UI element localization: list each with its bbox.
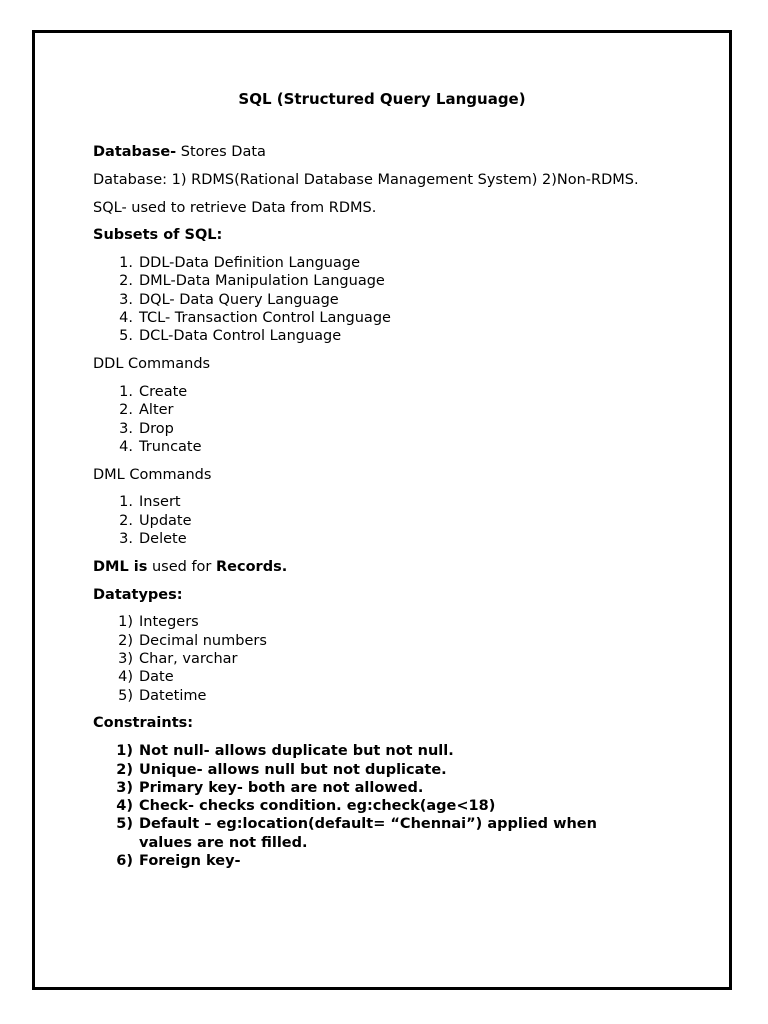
- list-item-text: DDL-Data Definition Language: [139, 255, 360, 272]
- list-item: [93, 512, 653, 530]
- page-title: SQL (Structured Query Language): [238, 90, 526, 108]
- list-item-text: Decimal numbers: [139, 632, 267, 649]
- list-item-text: Unique- allows null but not duplicate.: [139, 761, 447, 778]
- list-item-number: 4): [118, 669, 133, 686]
- list-item: [93, 272, 653, 290]
- database-label: Database-: [93, 144, 177, 160]
- list-item-text: DQL- Data Query Language: [139, 291, 339, 308]
- list-item: [93, 650, 653, 668]
- sql-line: SQL- used to retrieve Data from RDMS.: [93, 199, 377, 216]
- list-item-text: Datetime: [139, 687, 207, 704]
- dml-is-text: DML is: [93, 558, 148, 575]
- list-item-text: Update: [139, 512, 192, 529]
- list-item-number: 1.: [119, 494, 133, 511]
- list-item: [93, 309, 653, 327]
- list-item-number: 3): [116, 779, 133, 796]
- list-item-text: Delete: [139, 531, 187, 548]
- dml-heading: DML Commands: [93, 466, 212, 483]
- list-item-number: 1.: [119, 255, 133, 272]
- list-item-number: 2): [118, 632, 133, 649]
- database-line: [93, 143, 653, 161]
- list-item: [93, 668, 653, 686]
- list-item-number: 6): [116, 853, 133, 869]
- list-item: [93, 420, 653, 438]
- list-item-text: Create: [139, 383, 188, 400]
- list-item-text: Not null- allows duplicate but not null.: [139, 743, 454, 760]
- list-item-number: 4.: [119, 438, 133, 455]
- document-page: [32, 30, 732, 990]
- list-item: [93, 815, 653, 852]
- list-item-text: Drop: [139, 420, 174, 437]
- list-item-text: Char, varchar: [139, 651, 238, 668]
- list-item-text: Insert: [139, 494, 181, 511]
- document-body: [93, 143, 653, 880]
- list-item: [93, 761, 653, 779]
- list-item-number: 1.: [119, 383, 133, 400]
- used-for-text: used for: [147, 558, 216, 575]
- list-item-number: 3.: [119, 531, 133, 548]
- list-item-text: DCL-Data Control Language: [139, 328, 342, 345]
- ddl-list: [93, 383, 653, 456]
- list-item-number: 5.: [119, 328, 133, 345]
- list-item: [93, 401, 653, 419]
- list-item: [93, 779, 653, 797]
- list-item-number: 3.: [119, 291, 133, 308]
- list-item-number: 5): [118, 687, 133, 704]
- list-item: [93, 327, 653, 345]
- list-item-number: 5): [116, 816, 133, 833]
- list-item-number: 3.: [119, 420, 133, 437]
- dml-records-line: [93, 558, 653, 576]
- list-item: [93, 530, 653, 548]
- list-item: [93, 852, 653, 870]
- list-item: [93, 687, 653, 705]
- database-types: Database: 1) RDMS(Rational Database Management System) 2)Non-RDMS.: [93, 171, 639, 188]
- list-item-text: Primary key- both are not allowed.: [139, 779, 424, 796]
- list-item: [93, 493, 653, 511]
- database-text: Stores Data: [176, 144, 266, 160]
- list-item-text: Integers: [139, 614, 199, 631]
- list-item-text: Truncate: [139, 438, 202, 455]
- list-item-number: 2): [116, 761, 133, 778]
- list-item-number: 4.: [119, 310, 133, 327]
- list-item-number: 1): [116, 743, 133, 760]
- list-item-text: Foreign key-: [139, 853, 241, 869]
- constraints-heading: Constraints:: [93, 715, 194, 732]
- list-item: [93, 254, 653, 272]
- datatypes-heading: Datatypes:: [93, 586, 183, 603]
- list-item-text: Default – eg:location(default= “Chennai”) applied when values are not filled.: [139, 816, 597, 851]
- constraints-list: [93, 742, 653, 870]
- list-item-number: 3): [118, 651, 133, 668]
- list-item-number: 1): [118, 614, 133, 631]
- subsets-heading: Subsets of SQL:: [93, 227, 223, 244]
- list-item: [93, 438, 653, 456]
- list-item-number: 2.: [119, 273, 133, 290]
- list-item: [93, 742, 653, 760]
- list-item-number: 2.: [119, 512, 133, 529]
- list-item-text: DML-Data Manipulation Language: [139, 273, 385, 290]
- subsets-list: [93, 254, 653, 345]
- list-item-text: TCL- Transaction Control Language: [139, 310, 391, 327]
- datatypes-list: [93, 613, 653, 704]
- list-item-number: 2.: [119, 402, 133, 419]
- list-item: [93, 291, 653, 309]
- list-item: [93, 632, 653, 650]
- list-item-text: Check- checks condition. eg:check(age<18): [139, 798, 496, 815]
- ddl-heading: DDL Commands: [93, 356, 211, 373]
- records-text: Records.: [216, 558, 288, 575]
- list-item-text: Date: [139, 669, 174, 686]
- list-item: [93, 613, 653, 631]
- list-item: [93, 383, 653, 401]
- dml-list: [93, 493, 653, 548]
- list-item-text: Alter: [139, 402, 174, 419]
- list-item: [93, 797, 653, 815]
- list-item-number: 4): [116, 798, 133, 815]
